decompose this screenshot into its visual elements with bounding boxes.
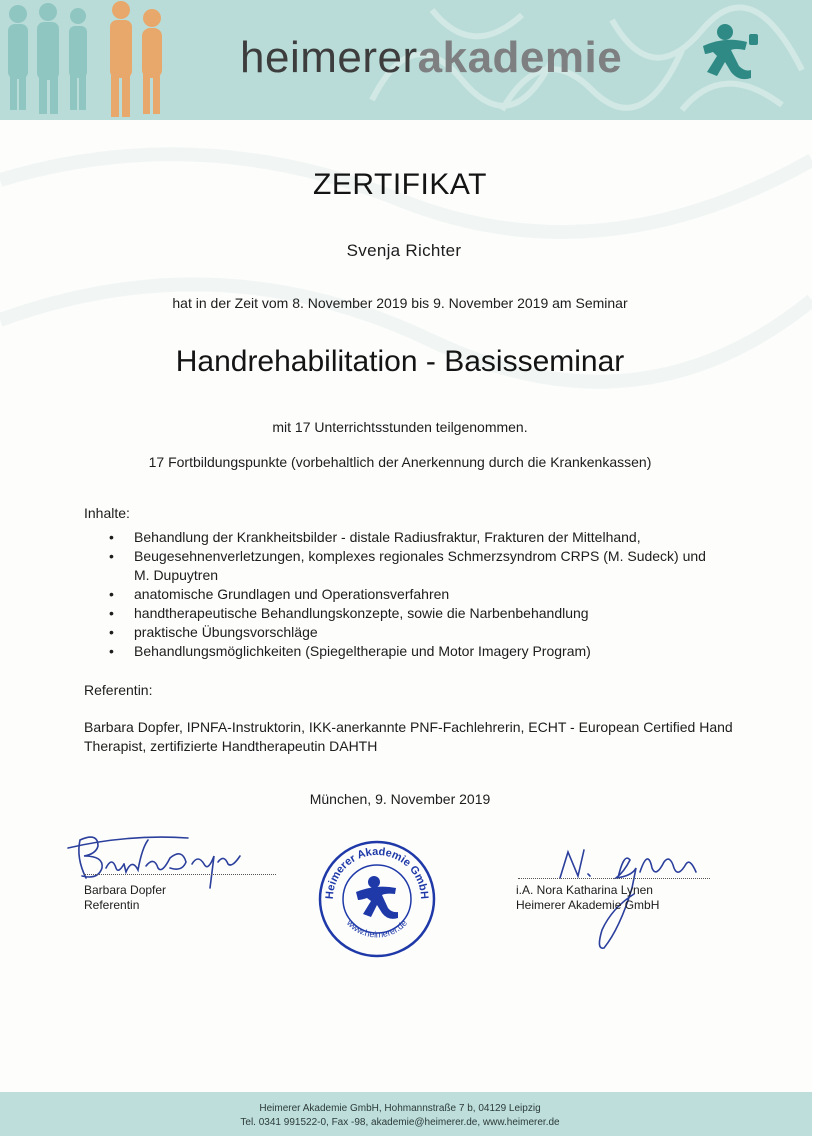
header-band xyxy=(0,0,812,120)
certificate-title: ZERTIFIKAT xyxy=(313,168,487,201)
signer-org-right: Heimerer Akademie GmbH xyxy=(516,898,660,912)
seal-figure-icon xyxy=(356,876,398,919)
signer-name-right: i.A. Nora Katharina Lynen xyxy=(516,883,653,897)
brand-name-part1: heimerer xyxy=(240,33,418,82)
page-edge xyxy=(812,0,828,1136)
list-item: • anatomische Grundlagen und Operationsverfahren xyxy=(84,585,724,604)
training-points: 17 Fortbildungspunkte (vorbehaltlich der Anerkennung durch die Krankenkassen) xyxy=(148,454,652,470)
recipient-name: Svenja Richter xyxy=(346,241,462,260)
referent-label: Referentin: xyxy=(84,682,153,698)
list-item: • Behandlungsmöglichkeiten (Spiegeltherapie und Motor Imagery Program) xyxy=(84,642,724,661)
contents-label: Inhalte: xyxy=(84,505,130,521)
list-item: • Beugesehnenverletzungen, komplexes regionales Schmerzsyndrom CRPS (M. Sudeck) und M. Dupuytren xyxy=(84,547,724,585)
referent-description: Barbara Dopfer, IPNFA-Instruktorin, IKK-anerkannte PNF-Fachlehrerin, ECHT - European Certified Hand Therapist, zertifizierte Handtherapeutin DAHTH xyxy=(84,719,733,754)
seminar-title: Handrehabilitation - Basisseminar xyxy=(175,345,625,378)
signer-role-left: Referentin xyxy=(84,898,140,912)
teaching-hours: mit 17 Unterrichtsstunden teilgenommen. xyxy=(272,419,528,435)
signature-line-right xyxy=(518,878,710,879)
list-item: • handtherapeutische Behandlungskonzepte, sowie die Narbenbehandlung xyxy=(84,604,724,623)
footer-band xyxy=(0,1092,812,1136)
seal-bottom-text: www.heimerer.de xyxy=(344,917,410,940)
place-and-date: München, 9. November 2019 xyxy=(309,791,491,807)
contents-list xyxy=(84,528,724,661)
signer-name-left: Barbara Dopfer xyxy=(84,883,167,897)
svg-text:www.heimerer.de xyxy=(344,917,409,940)
signature-line-left xyxy=(84,874,276,875)
seal-top-text: Heimerer Akademie GmbH xyxy=(323,845,431,900)
brand-name-part2: akademie xyxy=(417,33,623,82)
list-item: • praktische Übungsvorschläge xyxy=(84,623,724,642)
company-seal-stamp xyxy=(316,838,438,960)
list-item: • Behandlung der Krankheitsbilder - distale Radiusfraktur, Frakturen der Mittelhand, xyxy=(84,528,724,547)
brand-wordmark xyxy=(240,33,623,82)
footer-contact: Tel. 0341 991522-0, Fax -98, akademie@heimerer.de, www.heimerer.de xyxy=(240,1117,560,1128)
footer-address: Heimerer Akademie GmbH, Hohmannstraße 7 b, 04129 Leipzig xyxy=(259,1103,541,1114)
attendance-period: hat in der Zeit vom 8. November 2019 bis 9. November 2019 am Seminar xyxy=(172,295,628,311)
people-silhouettes-icon xyxy=(0,0,175,120)
running-figure-logo-icon xyxy=(695,22,761,82)
